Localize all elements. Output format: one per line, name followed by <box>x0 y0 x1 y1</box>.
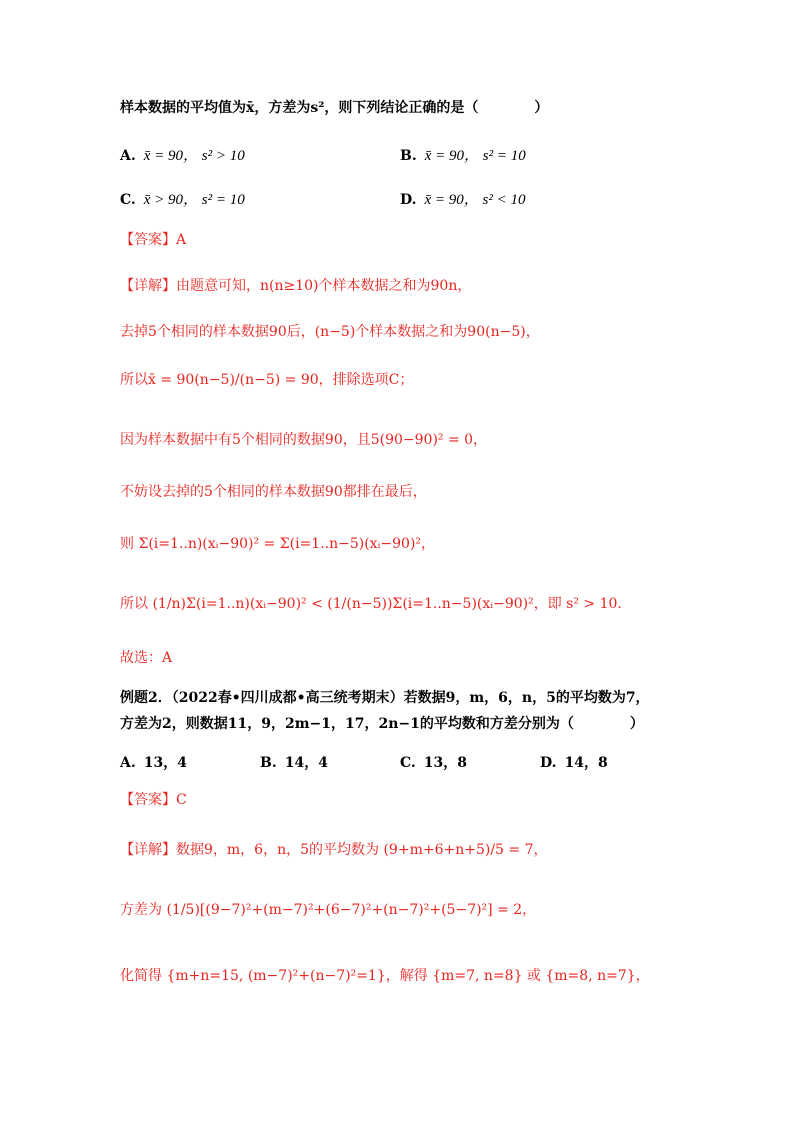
detail-line-4: 因为样本数据中有5个相同的数据90，且5(90−90)² = 0， <box>120 432 488 448</box>
q2-detail-line-2: 方差为 (1/5)[(9−7)²+(m−7)²+(6−7)²+(n−7)²+(5−7)²] = 2， <box>120 902 537 918</box>
q2-option-b: B. 14，4 <box>260 755 328 771</box>
detail-line-2: 去掉5个相同的样本数据90后，(n−5)个样本数据之和为90(n−5)， <box>120 324 540 340</box>
detail-tag: 【详解】 <box>120 278 176 294</box>
option-b: B. x̄ = 90， s² = 10 <box>400 148 526 164</box>
option-a: A. x̄ = 90， s² > 10 <box>120 148 245 164</box>
detail-line-5: 不妨设去掉的5个相同的样本数据90都排在最后， <box>120 484 427 500</box>
detail-line-8: 故选：A <box>120 650 173 666</box>
option-d: D. x̄ = 90， s² < 10 <box>400 192 526 208</box>
answer-value: A <box>176 232 187 248</box>
q2-option-c: C. 13，8 <box>400 755 468 771</box>
q2-detail-line-3: 化简得 {m+n=15, (m−7)²+(n−7)²=1}，解得 {m=7, n=8} 或 {m=8, n=7}， <box>120 968 650 984</box>
detail-line-6: 则 Σ(i=1..n)(xᵢ−90)² = Σ(i=1..n−5)(xᵢ−90)²， <box>120 536 436 552</box>
question-stem <box>120 98 548 118</box>
q2-option-d: D. 14，8 <box>540 755 608 771</box>
answer-line <box>120 230 186 250</box>
q2-detail-line-1: 【详解】数据9，m，6，n，5的平均数为 (9+m+6+n+5)/5 = 7， <box>120 842 548 858</box>
example-2-title: 例题2．（2022春•四川成都•高三统考期末）若数据9，m，6，n，5的平均数为7， <box>120 690 650 706</box>
question-stem-text: 样本数据的平均值为x̄，方差为s²，则下列结论正确的是（ ） <box>120 100 549 116</box>
detail-line-3: 所以x̄ = 90(n−5)/(n−5) = 90，排除选项C； <box>120 372 414 388</box>
q2-answer-line: 【答案】C <box>120 792 187 808</box>
example-2-title-cont: 方差为2，则数据11，9，2m−1，17，2n−1的平均数和方差分别为（ ） <box>120 716 644 732</box>
detail-line-7: 所以 (1/n)Σ(i=1..n)(xᵢ−90)² < (1/(n−5))Σ(i=1..n−5)(xᵢ−90)²，即 s² > 10． <box>120 596 632 612</box>
answer-tag: 【答案】 <box>120 232 176 248</box>
detail-line-1: 【详解】由题意可知，n(n≥10)个样本数据之和为90n， <box>120 278 472 294</box>
q2-option-a: A. 13，4 <box>120 755 187 771</box>
option-c: C. x̄ > 90， s² = 10 <box>120 192 245 208</box>
